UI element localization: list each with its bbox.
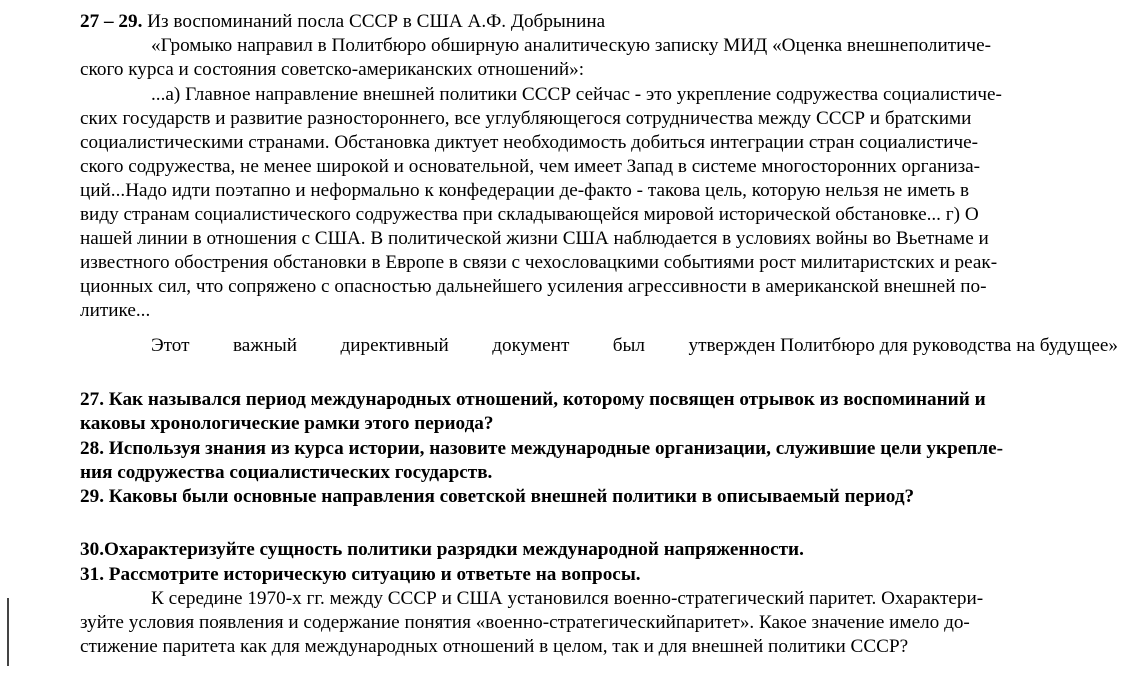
question-27-cont: каковы хронологические рамки этого периода? (80, 413, 494, 434)
final-word: утвержден Политбюро для руководства на будущее» (688, 335, 1118, 356)
question-29: 29. Каковы были основные направления советской внешней политики в описываемый период? (80, 486, 915, 507)
quote-line: ских государств и развитие разностороннего, все углубляющегося сотрудничества между СССР и братскими (80, 108, 972, 129)
quote-line: известного обострения обстановки в Европе в связи с чехословацкими событиями рост милитаристских и реак- (80, 252, 998, 273)
question-31: 31. Рассмотрите историческую ситуацию и ответьте на вопросы. (80, 564, 641, 585)
quote-line: «Громыко направил в Политбюро обширную аналитическую записку МИД «Оценка внешнеполитиче- (151, 35, 991, 56)
question-27: 27. Как назывался период международных отношений, которому посвящен отрывок из воспоминаний и (80, 389, 986, 410)
quote-line: ского курса и состояния советско-американских отношений»: (80, 59, 585, 80)
question-31-text: зуйте условия появления и содержание понятия «военно-стратегическийпаритет». Какое значение имело до- (80, 612, 970, 633)
quote-line: литике... (80, 300, 151, 321)
quote-line: виду странам социалистического содружества при складывающейся мировой исторической обстановке... г) О (80, 204, 979, 225)
final-word: документ (492, 335, 570, 356)
heading-number: 27 – 29. (80, 11, 143, 32)
question-28-cont: ния содружества социалистических государств. (80, 462, 493, 483)
question-28: 28. Используя знания из курса истории, назовите международные организации, служившие цели укрепле- (80, 438, 1003, 459)
question-30: 30.Охарактеризуйте сущность политики разрядки международной напряженности. (80, 539, 804, 560)
final-word: был (612, 335, 646, 356)
document-heading (0, 10, 1122, 34)
question-31-text: стижение паритета как для международных отношений в целом, так и для внешней политики СССР? (80, 636, 909, 657)
final-word: Этот (151, 335, 190, 356)
quote-line: ского содружества, не менее широкой и основательной, чем имеет Запад в системе многосторонних организа- (80, 156, 981, 177)
final-word: важный (232, 335, 297, 356)
quote-line: нашей линии в отношения с США. В политической жизни США наблюдается в условиях войны во Вьетнаме и (80, 228, 989, 249)
quote-line: ций...Надо идти поэтапно и неформально к конфедерации де-факто - такова цель, которую нельзя не иметь в (80, 180, 970, 201)
page-edge-mark (7, 598, 9, 666)
heading-title: Из воспоминаний посла СССР в США А.Ф. Добрынина (142, 11, 606, 32)
quote-line: ...а) Главное направление внешней политики СССР сейчас - это укрепление содружества социалистиче- (151, 84, 1002, 105)
question-31-text: К середине 1970-х гг. между СССР и США установился военно-стратегический паритет. Охарактери- (151, 588, 984, 609)
quote-line: ционных сил, что сопряжено с опасностью дальнейшего усиления агрессивности в американской внешней по- (80, 276, 987, 297)
final-word: директивный (340, 335, 449, 356)
quote-line: социалистическими странами. Обстановка диктует необходимость добиться интеграции стран социалистиче- (80, 132, 979, 153)
quote-final-line (0, 334, 1122, 358)
